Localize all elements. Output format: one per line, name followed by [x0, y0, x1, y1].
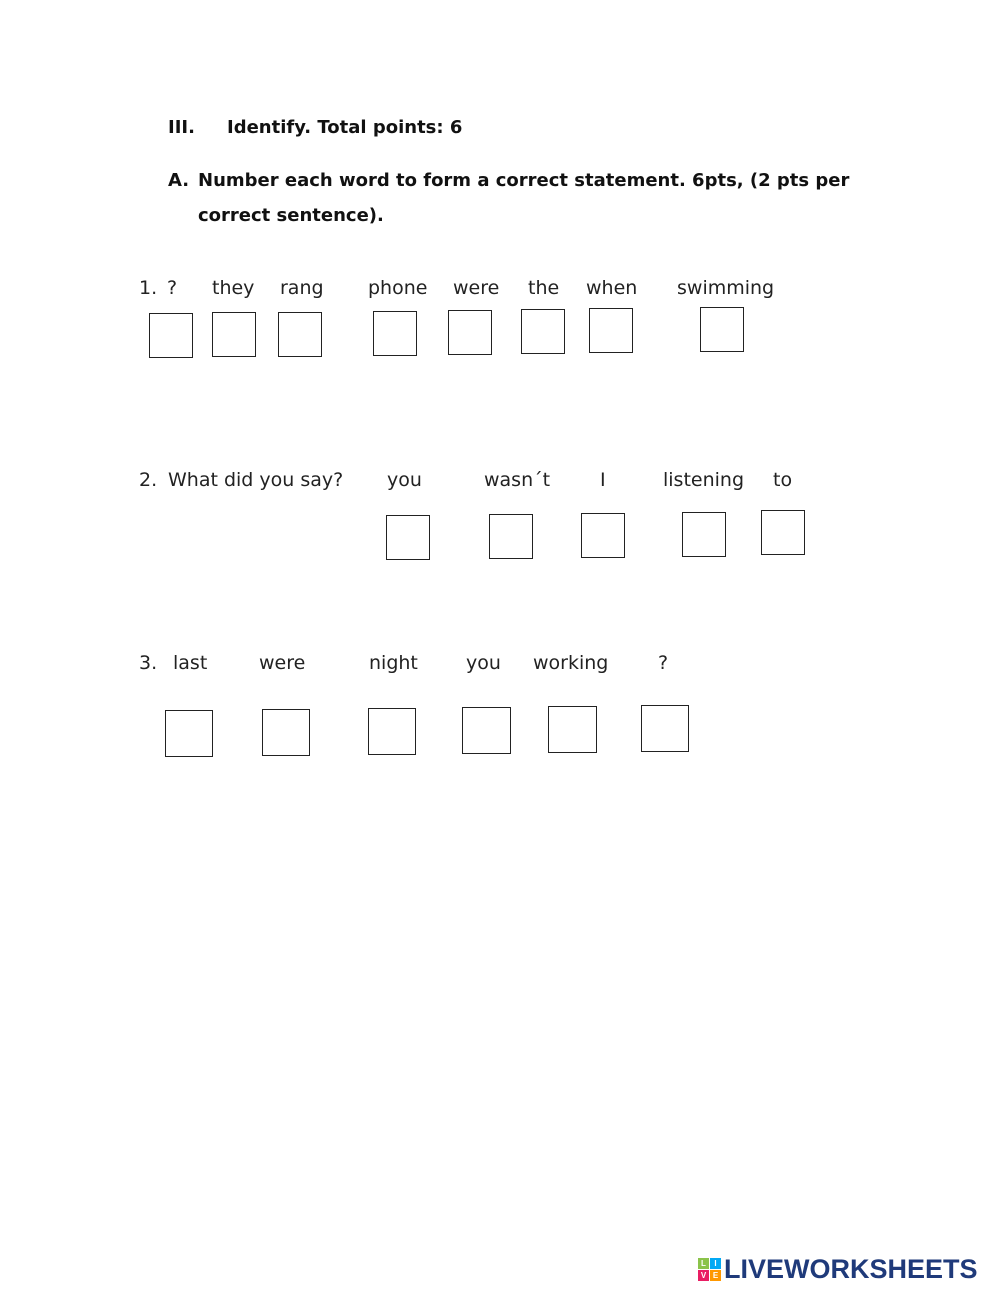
- answer-box[interactable]: [521, 309, 565, 354]
- answer-box[interactable]: [165, 710, 213, 757]
- instruction-line-2: correct sentence).: [198, 205, 384, 226]
- answer-box[interactable]: [462, 707, 511, 754]
- word: ?: [167, 277, 178, 299]
- word: when: [586, 277, 638, 299]
- word: night: [369, 652, 418, 674]
- word: they: [212, 277, 255, 299]
- answer-box[interactable]: [448, 310, 492, 355]
- word: to: [773, 469, 793, 491]
- answer-box[interactable]: [149, 313, 193, 358]
- word: were: [259, 652, 306, 674]
- logo-letter: I: [710, 1258, 721, 1269]
- logo-text: LIVEWORKSHEETS: [724, 1253, 978, 1284]
- answer-box[interactable]: [700, 307, 744, 352]
- word: you: [466, 652, 501, 674]
- word: working: [533, 652, 609, 674]
- answer-box[interactable]: [373, 311, 417, 356]
- answer-box[interactable]: [489, 514, 533, 559]
- answer-box[interactable]: [548, 706, 597, 753]
- answer-box[interactable]: [641, 705, 689, 752]
- instruction-letter: A.: [168, 170, 190, 191]
- item-number: 1.: [139, 277, 158, 299]
- logo-mark: [698, 1258, 721, 1281]
- answer-box[interactable]: [581, 513, 625, 558]
- word: last: [173, 652, 208, 674]
- logo-letter: E: [710, 1270, 721, 1281]
- answer-box[interactable]: [212, 312, 256, 357]
- word: swimming: [677, 277, 775, 299]
- word: the: [528, 277, 560, 299]
- section-title: Identify. Total points: 6: [227, 117, 463, 138]
- word: rang: [280, 277, 324, 299]
- instruction-line-1: Number each word to form a correct statement. 6pts, (2 pts per: [198, 170, 850, 191]
- liveworksheets-logo: [698, 1254, 978, 1284]
- answer-box[interactable]: [761, 510, 805, 555]
- answer-box[interactable]: [386, 515, 430, 560]
- word: listening: [663, 469, 745, 491]
- word: ?: [658, 652, 669, 674]
- item-number: 3.: [139, 652, 158, 674]
- answer-box[interactable]: [262, 709, 310, 756]
- word: wasn´t: [484, 469, 551, 491]
- word: phone: [368, 277, 428, 299]
- answer-box[interactable]: [682, 512, 726, 557]
- answer-box[interactable]: [589, 308, 633, 353]
- word: I: [600, 469, 606, 491]
- item-number: 2.: [139, 469, 158, 491]
- word: you: [387, 469, 422, 491]
- logo-letter: L: [698, 1258, 709, 1269]
- answer-box[interactable]: [368, 708, 416, 755]
- logo-letter: V: [698, 1270, 709, 1281]
- section-number: III.: [168, 117, 195, 138]
- item-prompt: What did you say?: [168, 469, 344, 491]
- answer-box[interactable]: [278, 312, 322, 357]
- word: were: [453, 277, 500, 299]
